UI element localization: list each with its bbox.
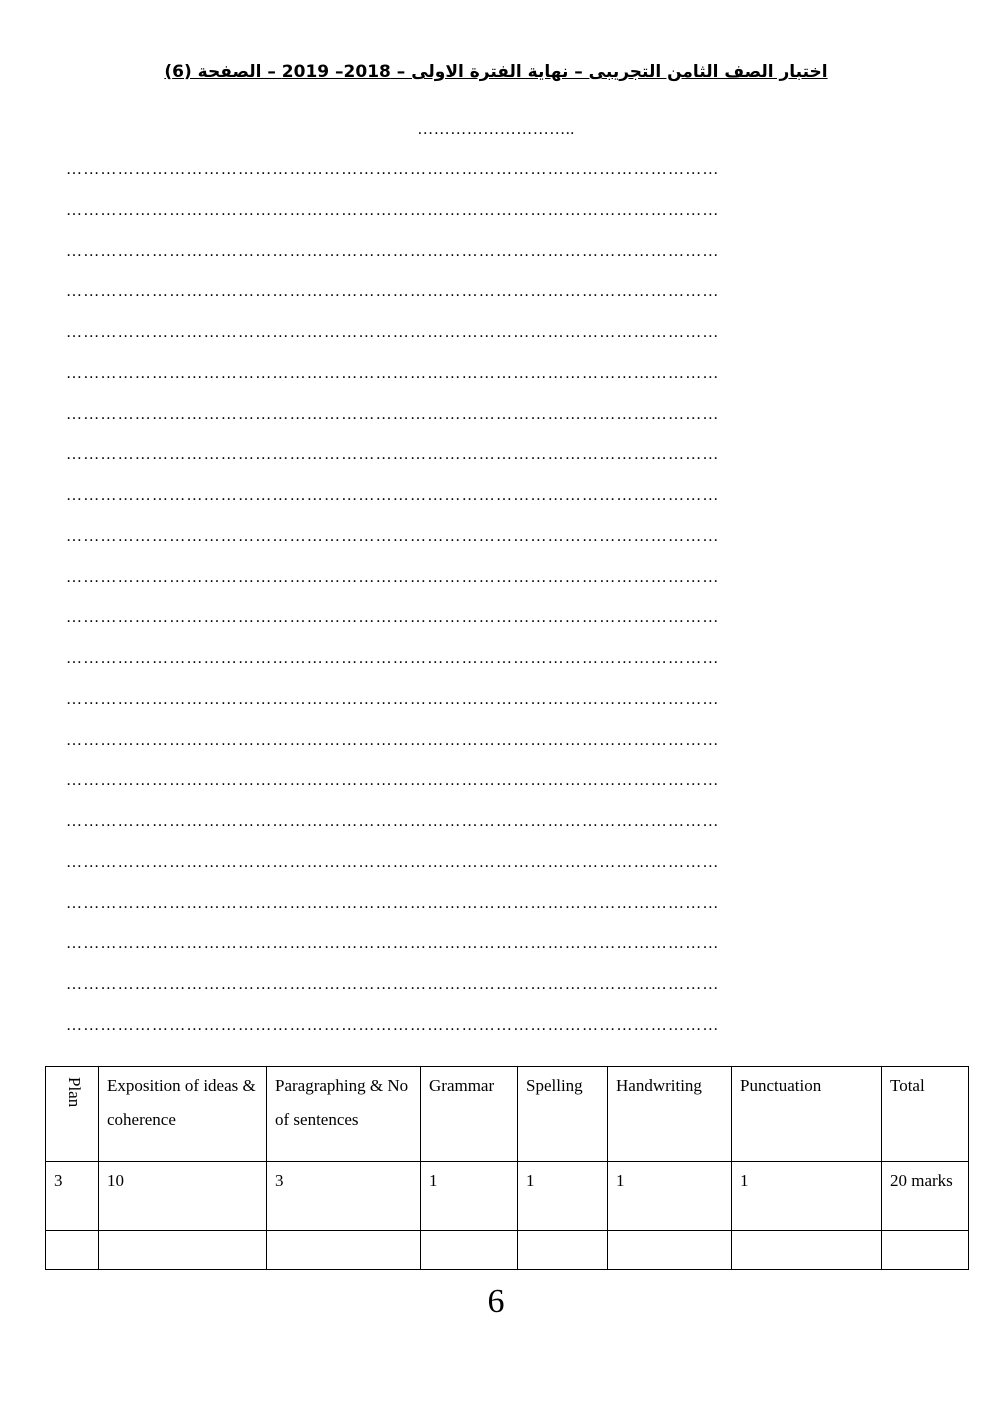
dotted-line-text: …………………………………………………………………………………………………… <box>66 650 720 667</box>
dotted-line-text: …………………………………………………………………………………………………… <box>66 446 720 464</box>
header-cell-handwriting: Handwriting <box>608 1067 732 1162</box>
dotted-line-text: …………………………………………………………………………………………………… <box>66 527 720 545</box>
table-header-row <box>46 1067 969 1162</box>
dotted-line-text: …………………………………………………………………………………………………… <box>66 568 720 586</box>
writing-line <box>66 894 928 935</box>
essay-title-line: ……………………….. <box>417 121 575 138</box>
dotted-line-text: …………………………………………………………………………………………………… <box>66 813 720 830</box>
writing-line <box>66 812 928 853</box>
value-cell-plan: 3 <box>46 1162 99 1231</box>
writing-line <box>66 1016 928 1057</box>
writing-line <box>66 405 928 446</box>
writing-line <box>66 771 928 812</box>
writing-lines <box>66 160 928 1057</box>
writing-line <box>66 486 928 527</box>
score-cell-total <box>882 1231 969 1270</box>
score-cell-exposition <box>99 1231 267 1270</box>
score-cell-handwriting <box>608 1231 732 1270</box>
dotted-line-text: …………………………………………………………………………………………………… <box>66 405 720 423</box>
dotted-line-text: …………………………………………………………………………………………………… <box>66 731 720 749</box>
dotted-line-text: …………………………………………………………………………………………………… <box>66 609 720 627</box>
value-cell-spelling: 1 <box>518 1162 608 1231</box>
value-cell-handwriting: 1 <box>608 1162 732 1231</box>
dotted-line-text: …………………………………………………………………………………………………… <box>66 976 720 993</box>
score-cell-punctuation <box>732 1231 882 1270</box>
score-cell-grammar <box>421 1231 518 1270</box>
header-cell-spelling: Spelling <box>518 1067 608 1162</box>
dotted-line-text: …………………………………………………………………………………………………… <box>66 935 720 953</box>
writing-line <box>66 975 928 1016</box>
writing-line <box>66 608 928 649</box>
dotted-line-text: …………………………………………………………………………………………………… <box>66 201 720 219</box>
dotted-line-text: …………………………………………………………………………………………………… <box>66 242 720 260</box>
table-values-row <box>46 1162 969 1231</box>
writing-line <box>66 649 928 690</box>
writing-line <box>66 364 928 405</box>
dotted-line-text: …………………………………………………………………………………………………… <box>66 364 720 382</box>
writing-line <box>66 527 928 568</box>
header-cell-punctuation: Punctuation <box>732 1067 882 1162</box>
header-cell-grammar: Grammar <box>421 1067 518 1162</box>
header-cell-plan <box>46 1067 99 1162</box>
score-cell-plan <box>46 1231 99 1270</box>
header-cell-paragraphing: Paragraphing & No of sentences <box>267 1067 421 1162</box>
dotted-line-text: …………………………………………………………………………………………………… <box>66 324 720 341</box>
writing-line <box>66 445 928 486</box>
writing-line <box>66 934 928 975</box>
table-blank-row <box>46 1231 969 1270</box>
value-cell-total: 20 marks <box>882 1162 969 1231</box>
value-cell-paragraphing: 3 <box>267 1162 421 1231</box>
writing-line <box>66 201 928 242</box>
header-cell-exposition: Exposition of ideas & coherence <box>99 1067 267 1162</box>
writing-line <box>66 568 928 609</box>
header-label-plan: Plan <box>65 1077 84 1108</box>
dotted-line-text: …………………………………………………………………………………………………… <box>66 894 720 912</box>
writing-line <box>66 690 928 731</box>
dotted-line-text: …………………………………………………………………………………………………… <box>66 690 720 708</box>
page-number: 6 <box>487 1283 505 1320</box>
writing-line <box>66 853 928 894</box>
marks-table <box>45 1066 969 1270</box>
dotted-line-text: …………………………………………………………………………………………………… <box>66 772 720 790</box>
dotted-line-text: …………………………………………………………………………………………………… <box>66 1016 720 1034</box>
dotted-line-text: …………………………………………………………………………………………………… <box>66 853 720 871</box>
writing-line <box>66 242 928 283</box>
value-cell-grammar: 1 <box>421 1162 518 1231</box>
dotted-line-text: …………………………………………………………………………………………………… <box>66 283 720 301</box>
writing-line <box>66 160 928 201</box>
writing-line <box>66 282 928 323</box>
score-cell-paragraphing <box>267 1231 421 1270</box>
page-header: اختبار الصف الثامن التجريبى – نهاية الفترة الاولى – 2018– 2019 – الصفحة (6) <box>164 62 828 82</box>
value-cell-exposition: 10 <box>99 1162 267 1231</box>
header-cell-total: Total <box>882 1067 969 1162</box>
dotted-line-text: …………………………………………………………………………………………………… <box>66 161 720 178</box>
score-cell-spelling <box>518 1231 608 1270</box>
value-cell-punctuation: 1 <box>732 1162 882 1231</box>
writing-line <box>66 323 928 364</box>
writing-line <box>66 731 928 772</box>
dotted-line-text: …………………………………………………………………………………………………… <box>66 487 720 504</box>
